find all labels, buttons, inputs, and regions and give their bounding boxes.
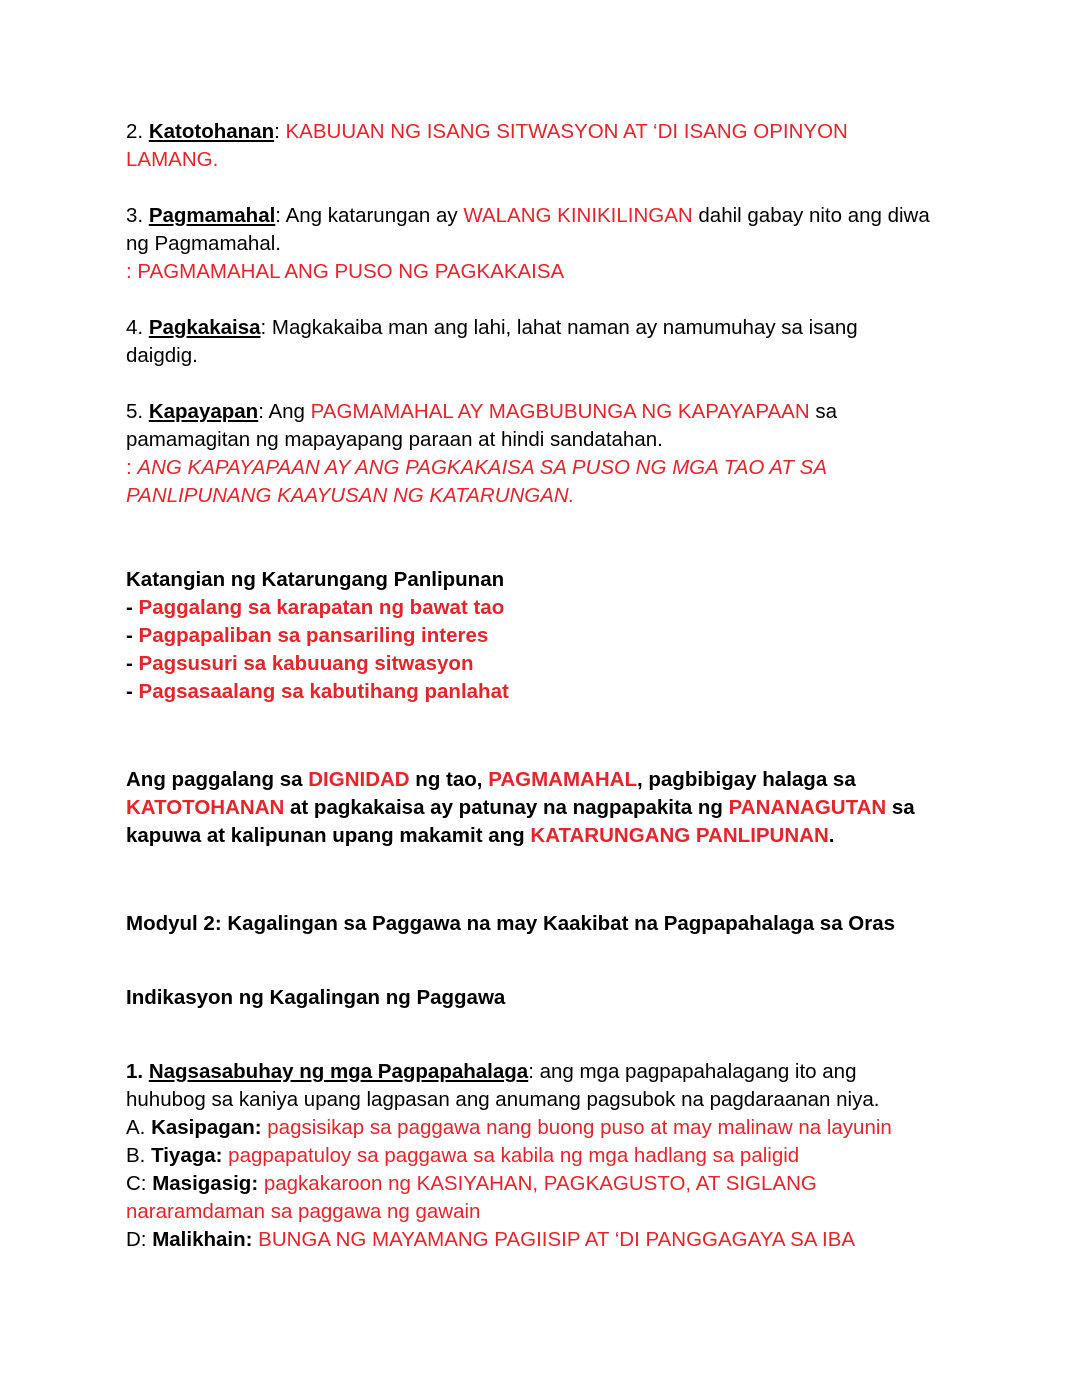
item-number: 2. [126, 120, 144, 143]
summary-seg-3: , pagbibigay halaga sa [636, 768, 856, 791]
item-black-tail: dahil gabay nito ang diwa ng Pagmamahal. [126, 204, 930, 255]
item-description: ang mga pagpapahalagang ito ang huhubog sa kaniya upang lagpasan ang anumang pagsubok na pagdaraanan niya. [126, 1060, 880, 1111]
item-black-text: Magkakaiba man ang lahi, lahat naman ay namumuhay sa isang daigdig. [126, 316, 858, 367]
item-colon: : [528, 1060, 534, 1083]
sub-item-red-text: BUNGA NG MAYAMANG PAGIISIP AT ‘DI PANGGAGAYA SA IBA [252, 1228, 856, 1251]
item-black-tail: sa pamamagitan ng mapayapang paraan at hindi sandatahan. [126, 400, 837, 451]
item-number: 5. [126, 400, 144, 423]
sub-item-label: Kasipagan: [151, 1116, 262, 1139]
list-item [126, 678, 932, 706]
summary-seg-1: Ang paggalang sa [126, 768, 309, 791]
sub-item-marker: A. [126, 1116, 146, 1139]
item-colon: : [275, 204, 281, 227]
item-black-lead: Ang [263, 400, 311, 423]
item-subline-colon: : [126, 456, 138, 479]
numbered-item-1 [126, 1058, 932, 1114]
sub-item-marker: C: [126, 1172, 147, 1195]
sub-item-label: Malikhain: [152, 1228, 253, 1251]
list-item [126, 594, 932, 622]
list-item [126, 622, 932, 650]
katangian-heading: Katangian ng Katarungang Panlipunan [126, 568, 505, 591]
item-subline-italic: ANG KAPAYAPAAN AY ANG PAGKAKAISA SA PUSO NG MGA TAO AT SA PANLIPUNANG KAAYUSAN NG KATARUNGAN. [126, 456, 827, 507]
item-number: 4. [126, 316, 144, 339]
summary-seg-2: ng tao, [409, 768, 489, 791]
summary-seg-5: sa kapuwa at kalipunan upang makamit ang [126, 796, 915, 847]
item-term: Pagmamahal [148, 204, 276, 227]
dash-marker: - [126, 596, 133, 619]
list-item-label: Pagpapaliban sa pansariling interes [138, 624, 489, 647]
summary-highlight-dignidad: DIGNIDAD [308, 768, 410, 791]
spacer [126, 706, 932, 766]
item-black-lead: Ang katarungan ay [281, 204, 464, 227]
item-number: 1. [126, 1060, 144, 1083]
section-heading-indikasyon: Indikasyon ng Kagalingan ng Paggawa [126, 986, 506, 1009]
item-red-text: KABUUAN NG ISANG SITWASYON AT ‘DI ISANG OPINYON LAMANG. [126, 120, 848, 171]
sub-item-red-text: pagkakaroon ng KASIYAHAN, PAGKAGUSTO, AT SIGLANG nararamdaman sa paggawa ng gawain [126, 1172, 817, 1223]
item-term: Nagsasabuhay ng mga Pagpapahalaga [148, 1060, 529, 1083]
numbered-item-3-subline [126, 258, 932, 286]
item-colon: : [260, 316, 267, 339]
summary-seg-4: at pagkakaisa ay patunay na nagpapakita ng [284, 796, 729, 819]
item-colon: : [274, 120, 280, 143]
sub-item-c [126, 1170, 932, 1226]
list-item-label: Paggalang sa karapatan ng bawat tao [138, 596, 505, 619]
list-item-label: Pagsusuri sa kabuuang sitwasyon [138, 652, 474, 675]
dash-marker: - [126, 624, 133, 647]
summary-seg-6: . [828, 824, 835, 847]
sub-item-label: Tiyaga: [151, 1144, 223, 1167]
dash-marker: - [126, 652, 133, 675]
sub-item-d [126, 1226, 932, 1254]
sub-item-red-text: pagpapatuloy sa paggawa sa kabila ng mga hadlang sa paligid [222, 1144, 800, 1167]
sub-item-marker: B. [126, 1144, 146, 1167]
modyul-title: Modyul 2: Kagalingan sa Paggawa na may Kaakibat na Pagpapahalaga sa Oras [126, 912, 896, 935]
dash-marker: - [126, 680, 133, 703]
list-item-label: Pagsasaalang sa kabutihang panlahat [138, 680, 509, 703]
sub-item-label: Masigasig: [152, 1172, 259, 1195]
item-colon: : [258, 400, 264, 423]
item-term: Kapayapan [148, 400, 259, 423]
item-red-mid: WALANG KINIKILINGAN [463, 204, 693, 227]
numbered-item-5 [126, 398, 932, 454]
spacer [126, 1012, 932, 1058]
item-red-mid: PAGMAMAHAL AY MAGBUBUNGA NG KAPAYAPAAN [310, 400, 810, 423]
numbered-item-2 [126, 118, 932, 174]
spacer [126, 538, 932, 566]
spacer [126, 850, 932, 910]
numbered-item-4 [126, 314, 932, 370]
summary-highlight-pananagutan: PANANAGUTAN [728, 796, 887, 819]
spacer [126, 938, 932, 984]
sub-item-marker: D: [126, 1228, 147, 1251]
document-body [126, 118, 932, 1254]
summary-highlight-pagmamahal: PAGMAMAHAL [488, 768, 637, 791]
item-subline: : PAGMAMAHAL ANG PUSO NG PAGKAKAISA [126, 260, 565, 283]
summary-highlight-katotohanan: KATOTOHANAN [126, 796, 285, 819]
sub-item-red-text: pagsisikap sa paggawa nang buong puso at may malinaw na layunin [261, 1116, 892, 1139]
list-item [126, 650, 932, 678]
item-term: Pagkakaisa [148, 316, 261, 339]
numbered-item-3 [126, 202, 932, 258]
summary-paragraph [126, 766, 932, 850]
item-number: 3. [126, 204, 144, 227]
sub-item-b [126, 1142, 932, 1170]
item-term: Katotohanan [148, 120, 275, 143]
sub-item-a [126, 1114, 932, 1142]
numbered-item-5-subline [126, 454, 932, 510]
summary-highlight-katarungang-panlipunan: KATARUNGANG PANLIPUNAN [530, 824, 829, 847]
